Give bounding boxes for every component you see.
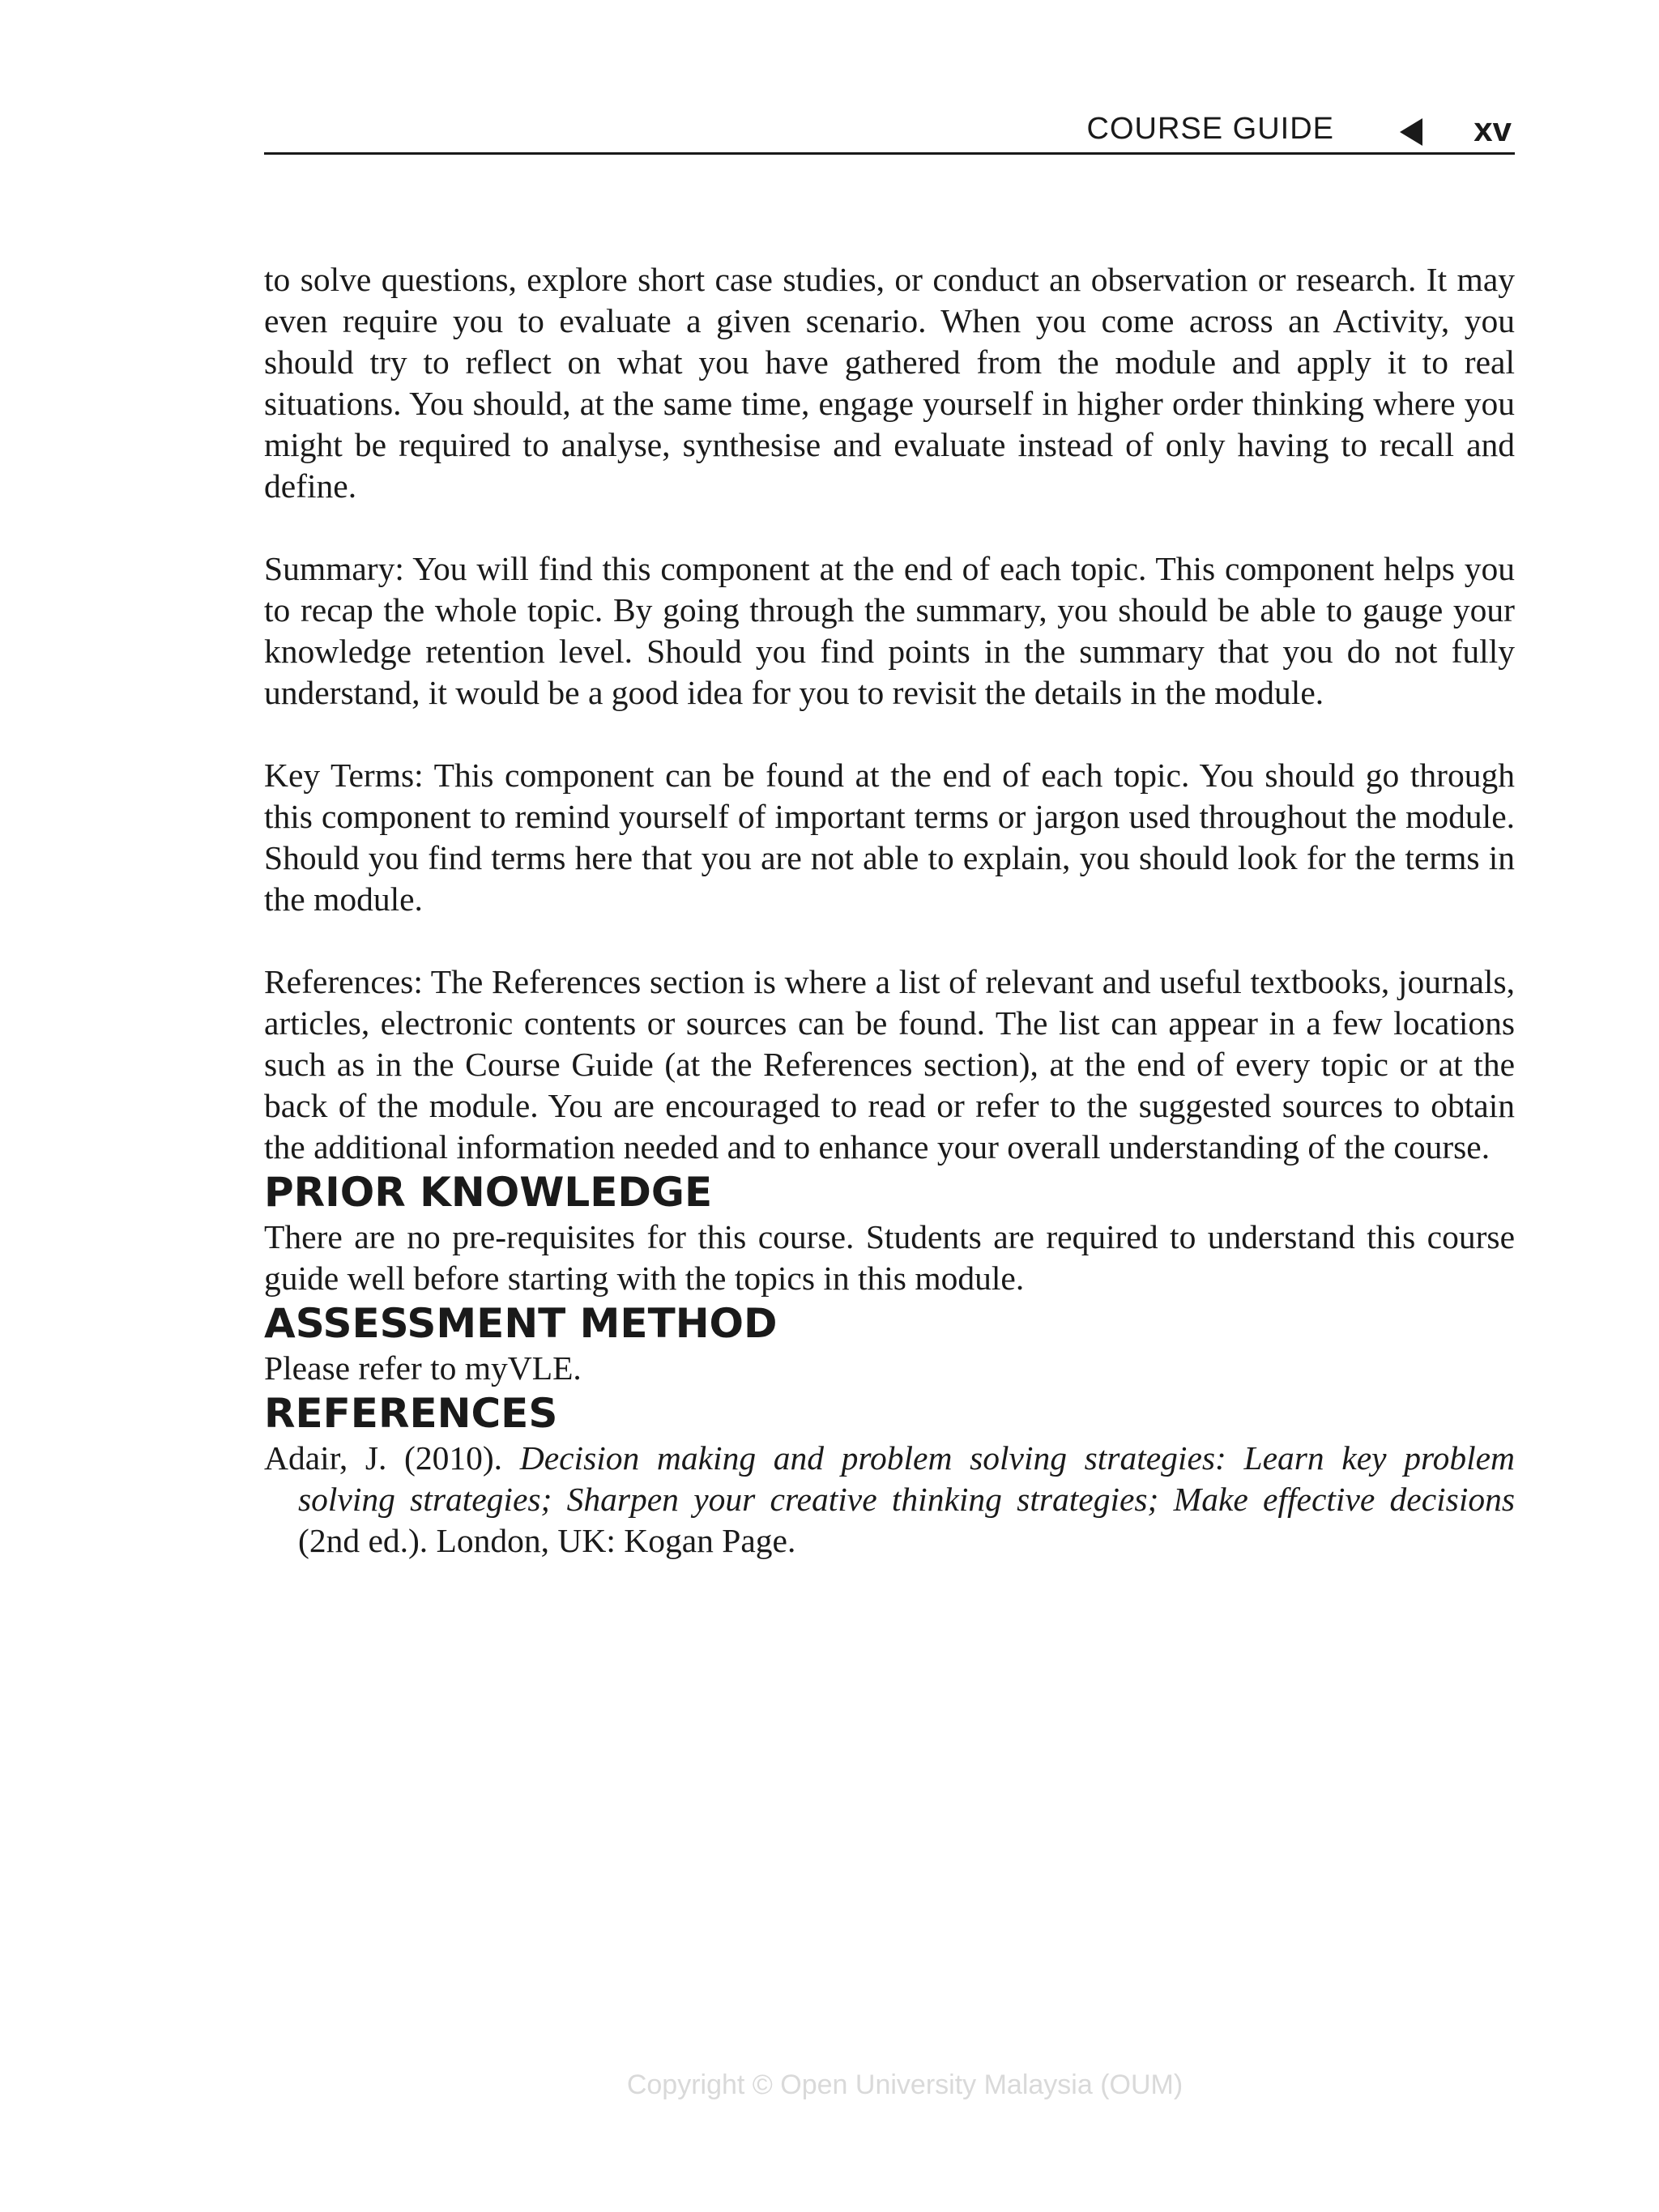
summary-label: Summary: bbox=[264, 550, 404, 587]
references-label: References: bbox=[264, 963, 423, 1000]
copyright-watermark: Copyright © Open University Malaysia (OUM) bbox=[626, 2069, 1183, 2100]
prior-knowledge-heading: PRIOR KNOWLEDGE bbox=[264, 1169, 713, 1216]
reference-author-year: Adair, J. (2010). bbox=[264, 1439, 520, 1477]
page-body bbox=[264, 259, 1515, 1562]
key-terms-paragraph bbox=[264, 755, 1515, 920]
assessment-method-text: Please refer to myVLE. bbox=[264, 1349, 582, 1387]
prior-knowledge-text: There are no pre-requisites for this course. Students are required to understand this course guide well before starting with the topics in this module. bbox=[264, 1218, 1515, 1297]
key-terms-label: Key Terms: bbox=[264, 757, 424, 794]
key-terms-text: This component can be found at the end of each topic. You should go through this component to remind yourself of important terms or jargon used throughout the module. Should you find terms here that you are not able to explain, you should look for the terms in the module. bbox=[264, 757, 1515, 918]
references-text: The References section is where a list of relevant and useful textbooks, journals, articles, electronic contents or sources can be found. The list can appear in a few locations such as in the Course Guide (at the References section), at the end of every topic or at the back of the module. You are encouraged to read or refer to the suggested sources to obtain the additional information needed and to enhance your overall understanding of the course. bbox=[264, 963, 1515, 1166]
assessment-method-heading: ASSESSMENT METHOD bbox=[264, 1300, 778, 1347]
page-number: xv bbox=[1473, 110, 1512, 148]
reference-title: Decision making and problem solving strategies: Learn key problem solving strategies; Sharpen your creative thinking strategies; Make effective decisions bbox=[298, 1439, 1515, 1518]
summary-paragraph bbox=[264, 548, 1515, 714]
summary-text: You will find this component at the end of each topic. This component helps you to recap the whole topic. By going through the summary, you should be able to gauge your knowledge retention level. Should you find points in the summary that you do not fully understand, it would be a good idea for you to revisit the details in the module. bbox=[264, 550, 1515, 711]
left-triangle-icon bbox=[1400, 118, 1422, 146]
activity-continued-paragraph: to solve questions, explore short case studies, or conduct an observation or research. It may even require you to evaluate a given scenario. When you come across an Activity, you should try to reflect on what you have gathered from the module and apply it to real situations. You should, at the same time, engage yourself in higher order thinking where you might be required to analyse, synthesise and evaluate instead of only having to recall and define. bbox=[264, 261, 1515, 505]
references-paragraph bbox=[264, 961, 1515, 1168]
page-header bbox=[264, 105, 1515, 155]
reference-publication: (2nd ed.). London, UK: Kogan Page. bbox=[298, 1522, 796, 1559]
running-header-title: COURSE GUIDE bbox=[1086, 112, 1334, 146]
references-heading: REFERENCES bbox=[264, 1390, 558, 1437]
reference-entry bbox=[264, 1438, 1515, 1562]
